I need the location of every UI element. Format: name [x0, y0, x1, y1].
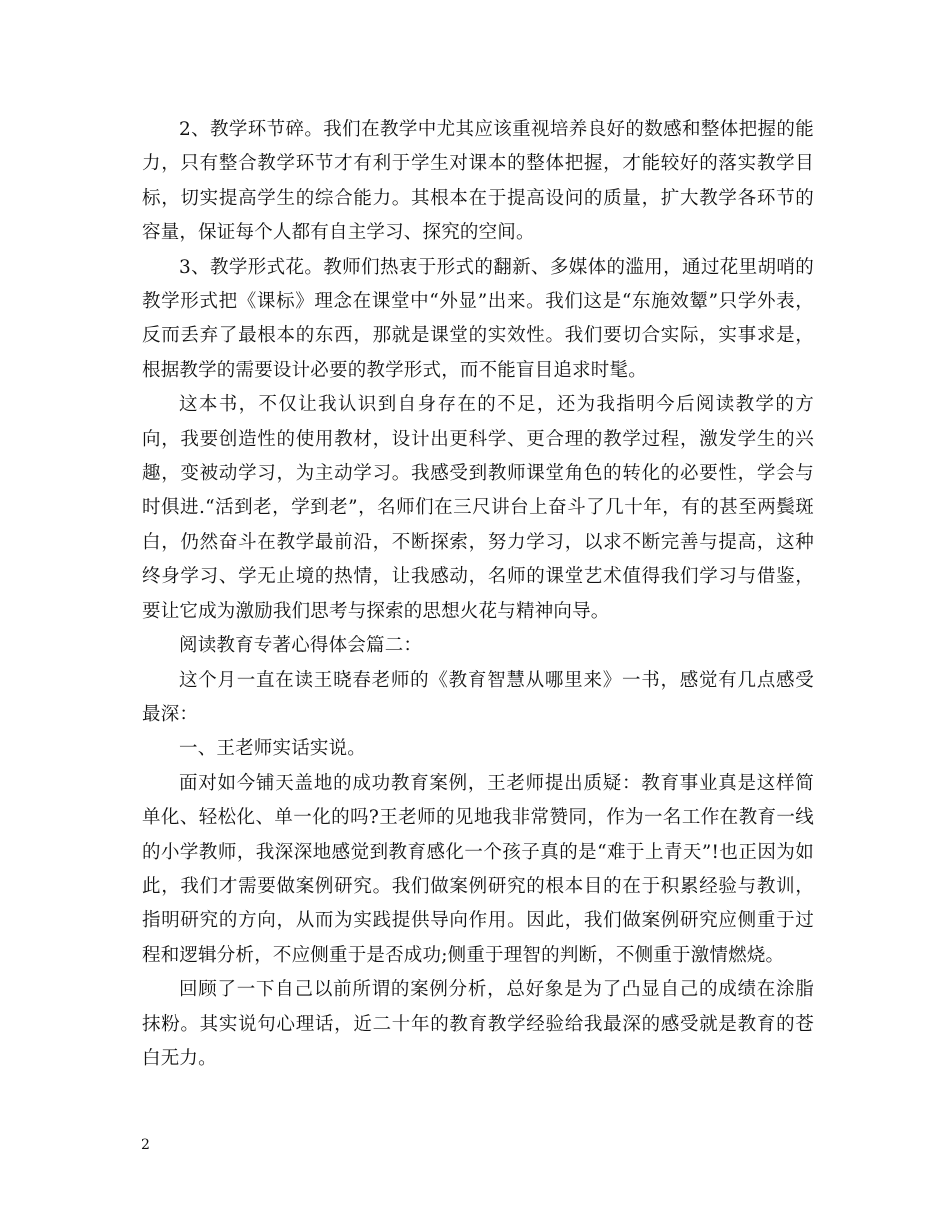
point-heading-one: 一、王老师实话实说。: [179, 738, 367, 760]
paragraph-reading-intro: 这个月一直在读王晓春老师的《教育智慧从哪里来》一书，感觉有几点感受最深：: [142, 669, 814, 725]
page-number: 2: [141, 1137, 150, 1153]
paragraph-teaching-forms: 3、教学形式花。教师们热衷于形式的翻新、多媒体的滥用，通过花里胡哨的教学形式把《课标》理念在课堂中“外显”出来。我们这是“东施效颦”只学外表，反而丢弃了最根本的东西，那就是课堂的实效性。我们要切合实际，实事求是，根据教学的需要设计必要的教学形式，而不能盲目追求时髦。: [142, 256, 814, 381]
document-body: [142, 113, 814, 1076]
paragraph-review: 回顾了一下自己以前所谓的案例分析，总好象是为了凸显自己的成绩在涂脂抹粉。其实说句心理话，近二十年的教育教学经验给我最深的感受就是教育的苍白无力。: [142, 979, 814, 1069]
paragraph-teaching-steps: 2、教学环节碎。我们在教学中尤其应该重视培养良好的数感和整体把握的能力，只有整合教学环节才有利于学生对课本的整体把握，才能较好的落实教学目标，切实提高学生的综合能力。其根本在于提高设问的质量，扩大教学各环节的容量，保证每个人都有自主学习、探究的空间。: [142, 119, 814, 244]
paragraph-book-reflection: 这本书，不仅让我认识到自身存在的不足，还为我指明今后阅读教学的方向，我要创造性的使用教材，设计出更科学、更合理的教学过程，激发学生的兴趣，变被动学习，为主动学习。我感受到教师课堂角色的转化的必要性，学会与时俱进.“活到老，学到老”，名师们在三尺讲台上奋斗了几十年，有的甚至两鬓斑白，仍然奋斗在教学最前沿，不断探索，努力学习，以求不断完善与提高，这种终身学习、学无止境的热情，让我感动，名师的课堂艺术值得我们学习与借鉴，要让它成为激励我们思考与探索的思想火花与精神向导。: [142, 394, 814, 622]
paragraph-case-study: 面对如今铺天盖地的成功教育案例，王老师提出质疑：教育事业真是这样简单化、轻松化、单一化的吗?王老师的见地我非常赞同，作为一名工作在教育一线的小学教师，我深深地感觉到教育感化一个孩子真的是“难于上青天”!也正因为如此，我们才需要做案例研究。我们做案例研究的根本目的在于积累经验与教训，指明研究的方向，从而为实践提供导向作用。因此，我们做案例研究应侧重于过程和逻辑分析，不应侧重于是否成功;侧重于理智的判断，不侧重于激情燃烧。: [142, 772, 814, 966]
section-heading-part-two: 阅读教育专著心得体会篇二：: [179, 635, 423, 657]
